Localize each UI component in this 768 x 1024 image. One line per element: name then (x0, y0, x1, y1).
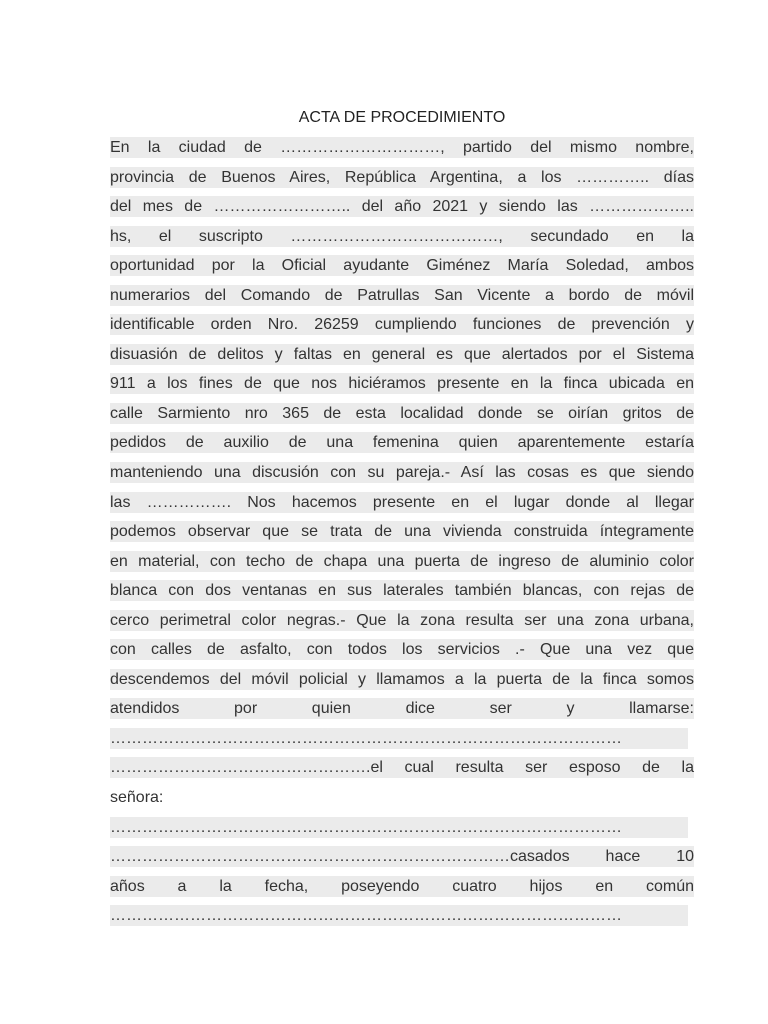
text-line: manteniendo una discusión con su pareja.- Así las cosas es que siendo (110, 464, 694, 482)
text-line: del mes de …………………….. del año 2021 y siendo las ……………….. (110, 198, 694, 216)
text-line: …………………………………………………………………casados hace 10 (110, 848, 694, 866)
text-line: identificable orden Nro. 26259 cumpliendo funciones de prevención y (110, 316, 694, 334)
text-line: las ……………. Nos hacemos presente en el lugar donde al llegar (110, 493, 694, 511)
text-line: descendemos del móvil policial y llamamos a la puerta de la finca somos (110, 670, 694, 688)
text-line: años a la fecha, poseyendo cuatro hijos en común (110, 877, 694, 895)
text-line: calle Sarmiento nro 365 de esta localidad donde se oirían gritos de (110, 404, 694, 422)
text-line: con calles de asfalto, con todos los servicios .- Que una vez que (110, 641, 694, 659)
text-line: disuasión de delitos y faltas en general es que alertados por el Sistema (110, 345, 694, 363)
text-line: en material, con techo de chapa una puerta de ingreso de aluminio color (110, 552, 694, 570)
text-line: cerco perimetral color negras.- Que la zona resulta ser una zona urbana, (110, 611, 694, 629)
text-line: numerarios del Comando de Patrullas San Vicente a bordo de móvil (110, 286, 694, 304)
text-line: podemos observar que se trata de una vivienda construida íntegramente (110, 523, 694, 541)
text-line: En la ciudad de …………………………, partido del mismo nombre, (110, 139, 694, 156)
text-line: …………………………………………………………………………………… (110, 728, 688, 749)
text-line: señora: (110, 789, 164, 807)
text-line: provincia de Buenos Aires, República Argentina, a los ………….. días (110, 168, 694, 186)
text-line: oportunidad por la Oficial ayudante Giménez María Soledad, ambos (110, 257, 694, 275)
text-line: 911 a los fines de que nos hiciéramos presente en la finca ubicada en (110, 375, 694, 393)
text-line: ………………………………………….el cual resulta ser esposo de la (110, 759, 694, 777)
text-line: blanca con dos ventanas en sus laterales también blancas, con rejas de (110, 582, 694, 600)
text-line: …………………………………………………………………………………… (110, 905, 688, 926)
document-title: ACTA DE PROCEDIMIENTO (298, 109, 506, 126)
text-line: hs, el suscripto …………………………………, secundado en la (110, 227, 694, 245)
text-line: atendidos por quien dice ser y llamarse: (110, 700, 694, 718)
text-line: …………………………………………………………………………………… (110, 817, 688, 838)
document-body (110, 137, 694, 935)
text-line: pedidos de auxilio de una femenina quien aparentemente estaría (110, 434, 694, 452)
